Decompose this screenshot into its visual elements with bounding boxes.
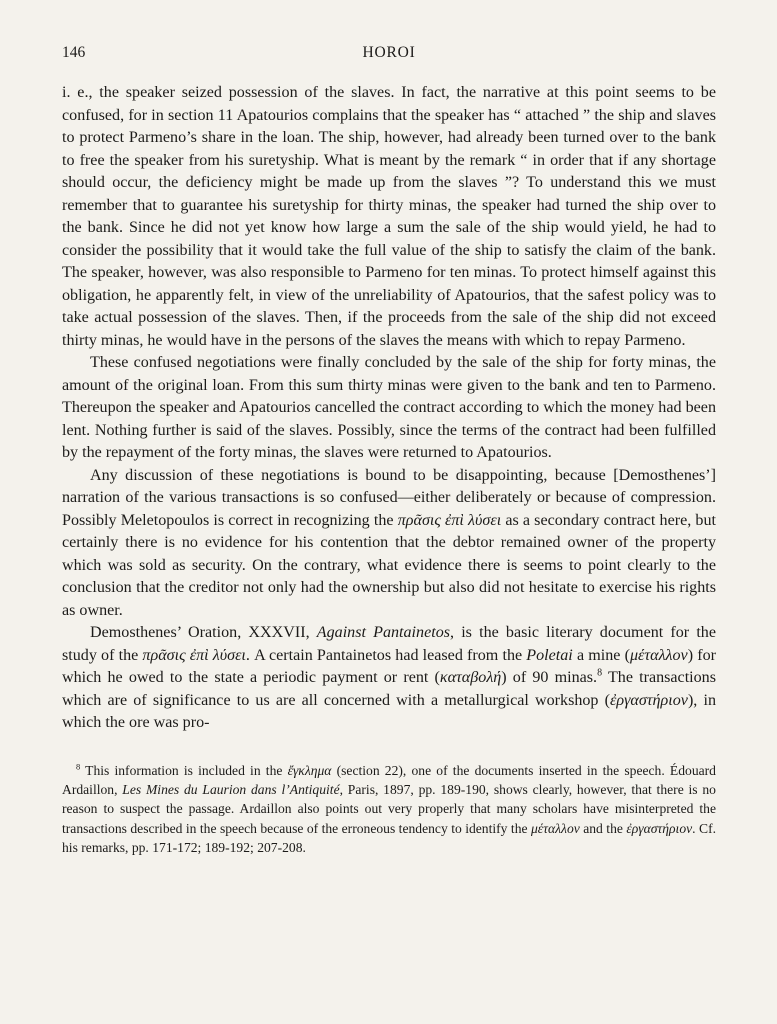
page-number: 146 [62, 44, 86, 61]
paragraph-negotiations-concluded: These confused negotiations were finally concluded by the sale of the ship for forty minas, the amount of the original loan. From this sum thirty minas were given to the bank and ten to Parmeno. Thereupon the speaker and Apatourios cancelled the contract according to which the money had been lent. Nothing further is said of the slaves. Possibly, since the terms of the contract had been fulfilled by the repayment of the forty minas, the slaves were returned to Apatourios. [62, 354, 716, 461]
running-head: HOROI [362, 44, 416, 61]
body-text [62, 82, 716, 735]
paragraph-discussion-disappointing: Any discussion of these negotiations is bound to be disappointing, because [Demosthenes’] narration of the various transactions is so confused—either deliberately or because of compression. Possibly Meletopoulos is correct in recognizing the πρᾶσις ἐπὶ λύσει as a secondary contract here, but certainly there is no evidence for his contention that the debtor remained owner of the property which was sold as security. On the contrary, what evidence there is seems to point clearly to the conclusion that the creditor not only had the ownership but also did not hesitate to exercise his rights as owner. [62, 466, 716, 619]
paragraph-demosthenes-oration: Demosthenes’ Oration, XXXVII, Against Pantainetos, is the basic literary document for the study of the πρᾶσις ἐπὶ λύσει. A certain Pantainetos had leased from the Poletai a mine (μέταλλον) for which he owed to the state a periodic payment or rent (καταβολή) of 90 minas.$^8$ The transactions which are of significance to us are all concerned with a metallurgical workshop (ἐργαστήριον), in which the ore was pro- [62, 624, 716, 731]
page-header [62, 44, 716, 65]
paragraph-continuation: i. e., the speaker seized possession of the slaves. In fact, the narrative at this point seems to be confused, for in section 11 Apatourios complains that the speaker has “ attached ” the ship and slaves to protect Parmeno’s share in the loan. The ship, however, had already been turned over to the bank to free the speaker from his suretyship. What is meant by the remark “ in order that if any shortage should occur, the deficiency might be made up from the slaves ”? To understand this we must remember that to guarantee his suretyship for thirty minas, the speaker had turned the ship over to the bank. Since he did not yet know how large a sum the sale of the ship would yield, he had to consider the possibility that it would take the full value of the ship to satisfy the claim of the bank. The speaker, however, was also responsible to Parmeno for ten minas. To protect himself against this obligation, he apparently felt, in view of the unreliability of Apatourios, that the safest policy was to take actual possession of the slaves. Then, if the proceeds from the sale of the ship did not exceed thirty minas, he would have in the persons of the slaves the means with which to repay Parmeno. [62, 84, 716, 349]
footnote-8: $^8$ This information is included in the ἔγκλημα (section 22), one of the documents inserted in the speech. Édouard Ardaillon, Les Mines du Laurion dans l’Antiquité, Paris, 1897, pp. 189-190, shows clearly, however, that there is no reason to suspect the passage. Ardaillon also points out very properly that many scholars have misinterpreted the transactions described in the speech because of the erroneous tendency to identify the μέταλλον and the ἐργαστήριον. Cf. his remarks, pp. 171-172; 189-192; 207-208. [62, 760, 717, 856]
